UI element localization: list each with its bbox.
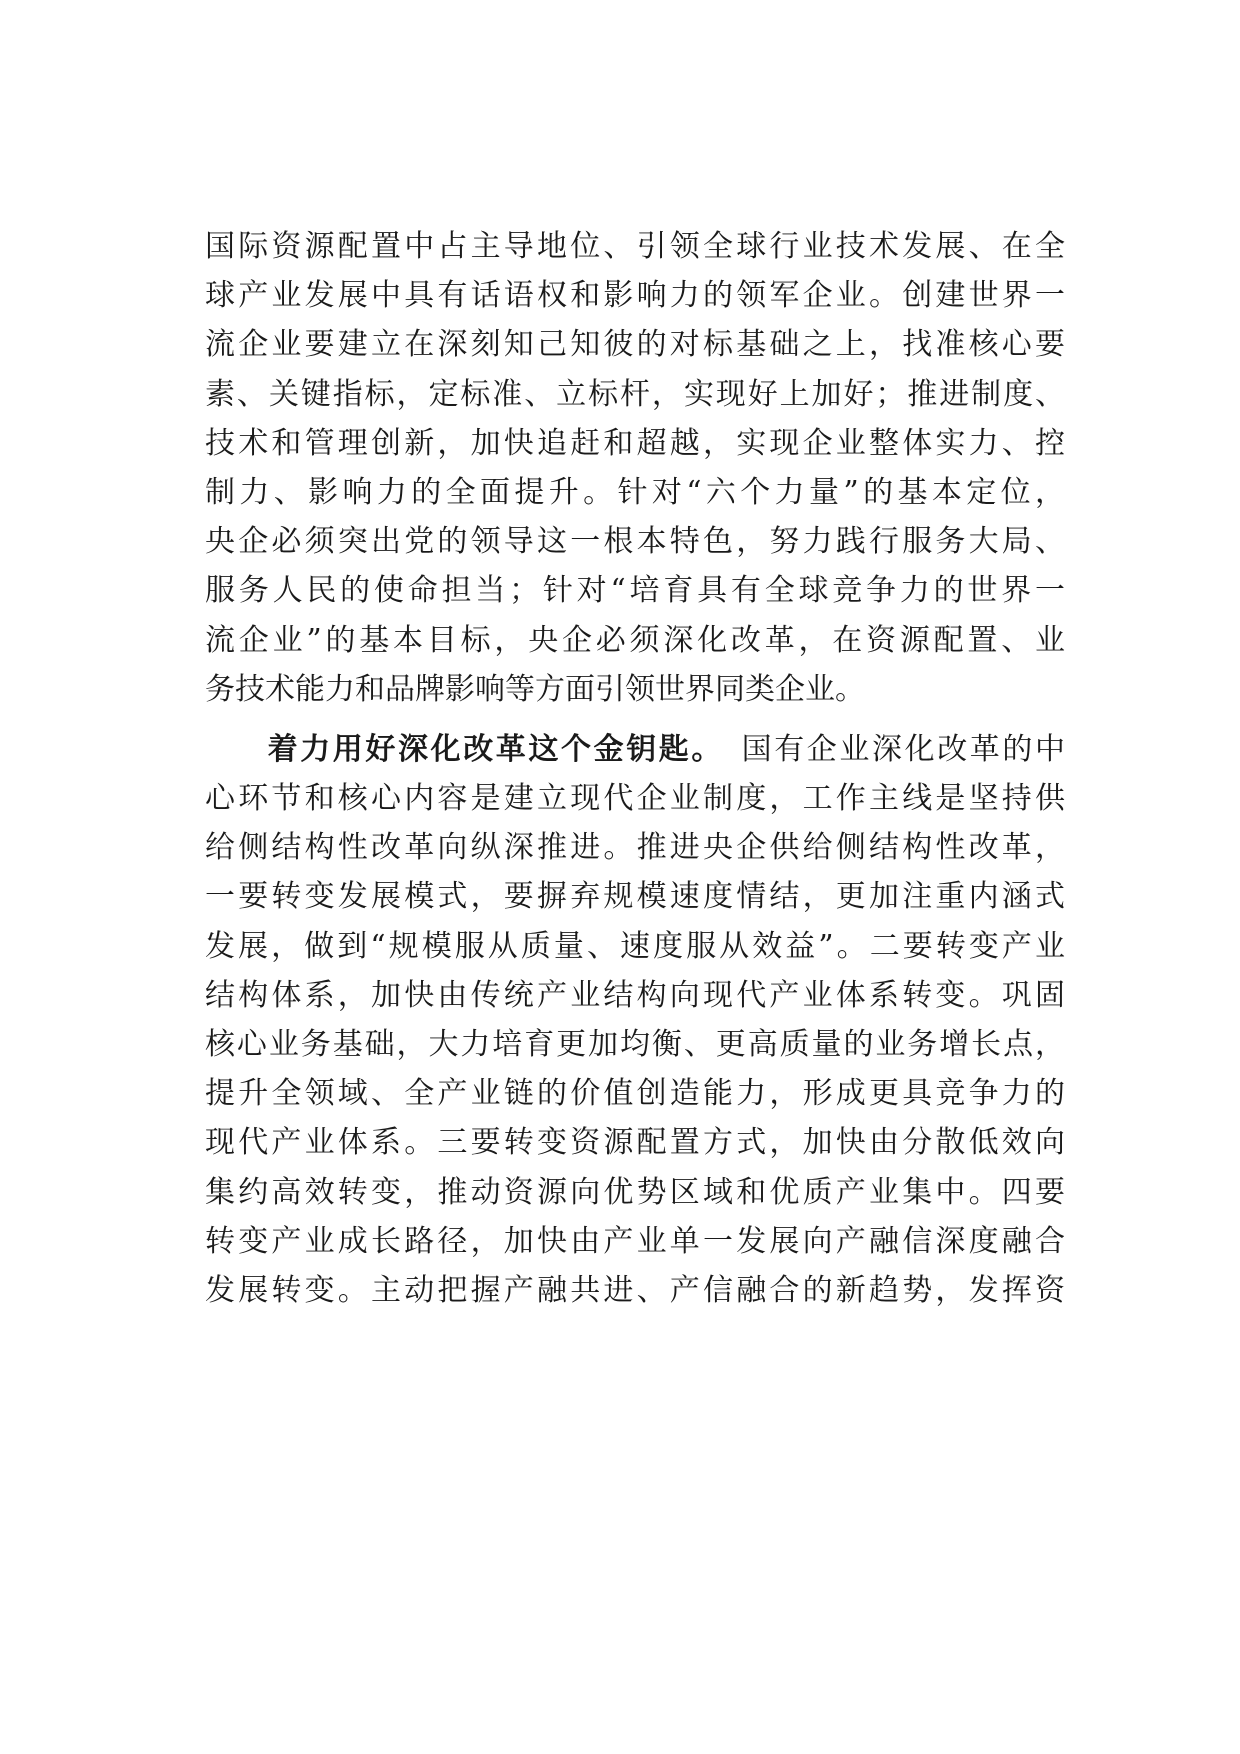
text-line: 技术和管理创新，加快追赶和超越，实现企业整体实力、控 (205, 425, 1065, 461)
text-line: 流企业”的基本目标，央企必须深化改革，在资源配置、业 (205, 622, 1065, 658)
text-line-first (205, 725, 1065, 774)
text-line: 核心业务基础，大力培育更加均衡、更高质量的业务增长点， (205, 1027, 1065, 1062)
paragraph-heading: 着力用好深化改革这个金钥匙。 (265, 731, 709, 767)
text-line: 流企业要建立在深刻知己知彼的对标基础之上，找准核心要 (205, 327, 1065, 363)
text-line: 现代产业体系。三要转变资源配置方式，加快由分散低效向 (205, 1125, 1065, 1161)
text-line: 心环节和核心内容是建立现代企业制度，工作主线是坚持供 (205, 781, 1065, 817)
text-line: 转变产业成长路径，加快由产业单一发展向产融信深度融合 (205, 1223, 1065, 1259)
text-line: 国际资源配置中占主导地位、引领全球行业技术发展、在全 (205, 229, 1065, 264)
text-line: 央企必须突出党的领导这一根本特色，努力践行服务大局、 (205, 524, 1065, 560)
paragraph-1 (205, 222, 1065, 714)
text-line: 制力、影响力的全面提升。针对“六个力量”的基本定位， (205, 474, 1065, 510)
paragraph-2 (205, 725, 1065, 1315)
text-line: 给侧结构性改革向纵深推进。推进央企供给侧结构性改革， (205, 830, 1065, 866)
text-line: 结构体系，加快由传统产业结构向现代产业体系转变。巩固 (205, 977, 1065, 1013)
text-line: 集约高效转变，推动资源向优势区域和优质产业集中。四要 (205, 1174, 1065, 1210)
paragraph-gap (205, 714, 1065, 725)
text-line: 发展转变。主动把握产融共进、产信融合的新趋势，发挥资 (205, 1272, 1065, 1308)
text-line: 素、关键指标，定标准、立标杆，实现好上加好；推进制度、 (205, 376, 1065, 412)
text-line: 提升全领域、全产业链的价值创造能力，形成更具竞争力的 (205, 1076, 1065, 1112)
text-line: 服务人民的使命担当；针对“培育具有全球竞争力的世界一 (205, 573, 1065, 609)
text-line: 一要转变发展模式，要摒弃规模速度情结，更加注重内涵式 (205, 879, 1065, 915)
body-text (205, 222, 1065, 1315)
text-line: 务技术能力和品牌影响等方面引领世界同类企业。 (205, 671, 865, 707)
text-line: 发展，做到“规模服从质量、速度服从效益”。二要转变产业 (205, 928, 1065, 964)
text-line: 球产业发展中具有话语权和影响力的领军企业。创建世界一 (205, 278, 1065, 314)
paragraph-first-line-text: 国有企业深化改革的中 (741, 731, 1066, 767)
